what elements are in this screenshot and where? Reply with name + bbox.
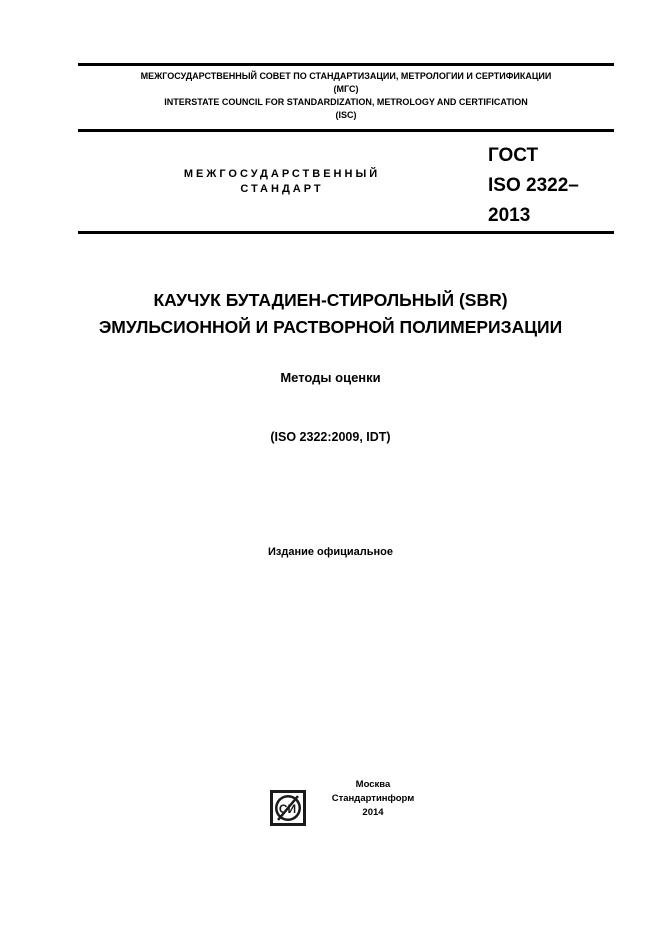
council-abbr-ru: (МГС): [333, 84, 359, 94]
standard-designation: [488, 141, 579, 231]
gost-line2: ISO 2322–: [488, 175, 579, 196]
standard-top-divider: [78, 129, 614, 132]
publication-year: 2014: [362, 807, 384, 818]
council-name-ru: МЕЖГОСУДАРСТВЕННЫЙ СОВЕТ ПО СТАНДАРТИЗАЦИИ, МЕТРОЛОГИИ И СЕРТИФИКАЦИИ: [140, 71, 552, 81]
document-title: [0, 287, 661, 341]
publisher-block: [268, 778, 428, 830]
title-line1: КАУЧУК БУТАДИЕН-СТИРОЛЬНЫЙ (SBR): [153, 290, 508, 310]
iso-reference: (ISO 2322:2009, IDT): [270, 430, 391, 444]
council-header: [78, 63, 614, 125]
publisher-info: [318, 778, 428, 820]
gost-line1: ГОСТ: [488, 145, 539, 166]
title-line2: ЭМУЛЬСИОННОЙ И РАСТВОРНОЙ ПОЛИМЕРИЗАЦИИ: [98, 317, 563, 337]
edition-note: Издание официальное: [267, 546, 394, 558]
gost-line3: 2013: [488, 205, 531, 226]
standard-type-label: [176, 167, 388, 197]
publisher-name: Стандартинформ: [331, 793, 415, 804]
document-subtitle: Методы оценки: [280, 370, 381, 385]
standard-bottom-divider: [78, 231, 614, 234]
council-name-en: INTERSTATE COUNCIL FOR STANDARDIZATION, METROLOGY AND CERTIFICATION: [164, 97, 528, 107]
council-name: [78, 66, 614, 125]
publisher-city: Москва: [355, 779, 391, 790]
standard-block: [78, 129, 614, 236]
standard-type-line1: МЕЖГОСУДАРСТВЕННЫЙ: [183, 168, 381, 180]
council-abbr-en: (ISC): [335, 110, 357, 120]
logo-letters: СИ: [278, 802, 297, 816]
standartinform-logo-icon: [270, 790, 306, 826]
standard-type-line2: СТАНДАРТ: [240, 183, 324, 195]
